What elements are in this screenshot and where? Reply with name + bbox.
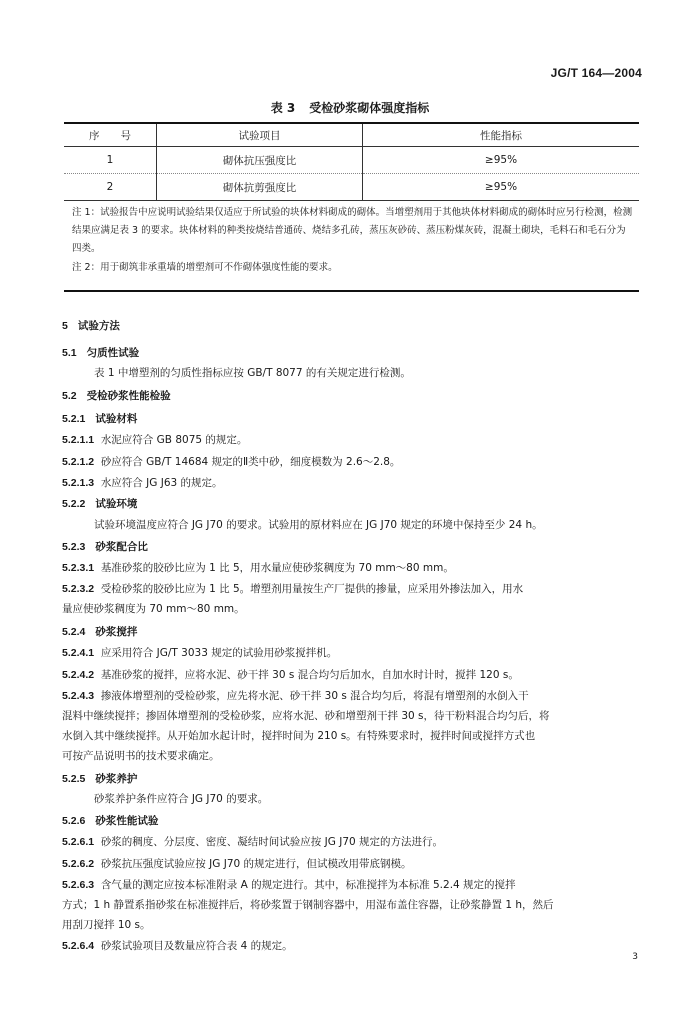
table-row: [64, 147, 639, 174]
section-5-2-1-heading: 5.2.1 试验材料: [62, 413, 138, 425]
note-1: 注 1：试验报告中应说明试验结果仅适应于所试验的块体材料砌成的砌体。当增塑剂用于其他块体材料砌成的砌体时应另行检测，检测结果应满足表 3 的要求。块体材料的种类按烧结普通砖、烧结多孔砖，蒸压灰砂砖、蒸压粉煤灰砖，混凝土砌块，毛料石和毛石分为四类。: [72, 207, 633, 254]
page-number: 3: [632, 952, 638, 962]
section-5-2-1-2: 5.2.1.2 砂应符合 GB/T 14684 规定的Ⅱ类中砂，细度模数为 2.6～2.8。: [62, 456, 401, 468]
table-header-row: [64, 123, 639, 147]
section-5-2-3-1: 5.2.3.1 基准砂浆的胶砂比应为 1 比 5，用水量应使砂浆稠度为 70 mm～80 mm。: [62, 562, 454, 574]
table-notes: [64, 200, 639, 292]
section-5-2-3-heading: 5.2.3 砂浆配合比: [62, 541, 148, 553]
section-5-2-6-4: 5.2.6.4 砂浆试验项目及数量应符合表 4 的规定。: [62, 940, 293, 952]
header-seq: 序 号: [64, 123, 157, 147]
section-5-2-2-heading: 5.2.2 试验环境: [62, 498, 138, 510]
cell-seq: 1: [64, 147, 157, 174]
section-5-2-6-heading: 5.2.6 砂浆性能试验: [62, 815, 159, 827]
standard-code: JG/T 164—2004: [550, 66, 642, 80]
section-5-2-6-3-cont-1: 方式；1 h 静置系指砂浆在标准搅拌后，将砂浆置于钢制容器中，用湿布盖住容器，让砂浆静置 1 h，然后: [62, 899, 554, 911]
header-req: 性能指标: [363, 123, 640, 147]
section-5-2-2-text: 试验环境温度应符合 JG J70 的要求。试验用的原材料应在 JG J70 规定的环境中保持至少 24 h。: [94, 519, 543, 531]
section-5-2-1-3: 5.2.1.3 水应符合 JG J63 的规定。: [62, 477, 223, 489]
section-5-2-4-3-cont-3: 可按产品说明书的技术要求确定。: [62, 750, 220, 762]
cell-item: 砌体抗压强度比: [157, 147, 363, 174]
header-item: 试验项目: [157, 123, 363, 147]
section-5-2-5-text: 砂浆养护条件应符合 JG J70 的要求。: [94, 793, 269, 805]
table-label: 表 3: [270, 101, 296, 115]
section-5-2-1-1: 5.2.1.1 水泥应符合 GB 8075 的规定。: [62, 434, 248, 446]
section-5-2-4-3-cont-1: 混料中继续搅拌；掺固体增塑剂的受检砂浆，应将水泥、砂和增塑剂干拌 30 s，待干粉料混合均匀后，将: [62, 710, 550, 722]
cell-req: ≥95%: [363, 174, 640, 201]
section-5-2-4-3: 5.2.4.3 掺液体增塑剂的受检砂浆，应先将水泥、砂干拌 30 s 混合均匀后，将混有增塑剂的水倒入干: [62, 690, 529, 702]
table-row: [64, 174, 639, 201]
note-2: 注 2：用于砌筑非承重墙的增塑剂可不作砌体强度性能的要求。: [72, 262, 338, 273]
table-title: [0, 99, 700, 116]
table-title-text: 受检砂浆砌体强度指标: [309, 101, 430, 115]
section-5-1-text: 表 1 中增塑剂的匀质性指标应按 GB/T 8077 的有关规定进行检测。: [94, 367, 411, 379]
section-5-2-6-1: 5.2.6.1 砂浆的稠度、分层度、密度、凝结时间试验应按 JG J70 规定的方法进行。: [62, 836, 444, 848]
section-5-2-4-2: 5.2.4.2 基准砂浆的搅拌，应将水泥、砂干拌 30 s 混合均匀后加水，自加水时计时，搅拌 120 s。: [62, 669, 519, 681]
cell-item: 砌体抗剪强度比: [157, 174, 363, 201]
section-5-2-5-heading: 5.2.5 砂浆养护: [62, 773, 138, 785]
section-5-2-6-3: 5.2.6.3 含气量的测定应按本标准附录 A 的规定进行。其中，标准搅拌为本标准 5.2.4 规定的搅拌: [62, 879, 516, 891]
section-5-2-3-2-cont: 量应使砂浆稠度为 70 mm～80 mm。: [62, 603, 245, 615]
section-5-2-3-2: 5.2.3.2 受检砂浆的胶砂比应为 1 比 5。增塑剂用量按生产厂提供的掺量，应采用外掺法加入，用水: [62, 583, 524, 595]
section-5-2-4-1: 5.2.4.1 应采用符合 JG/T 3033 规定的试验用砂浆搅拌机。: [62, 647, 338, 659]
section-5-2-6-3-cont-2: 用刮刀搅拌 10 s。: [62, 919, 151, 931]
section-5-heading: 5 试验方法: [62, 320, 120, 332]
section-5-2-4-heading: 5.2.4 砂浆搅拌: [62, 626, 138, 638]
section-5-1-heading: 5.1 匀质性试验: [62, 347, 140, 359]
cell-req: ≥95%: [363, 147, 640, 174]
section-5-2-4-3-cont-2: 水倒入其中继续搅拌。从开始加水起计时，搅拌时间为 210 s。有特殊要求时，搅拌时间或搅拌方式也: [62, 730, 536, 742]
section-5-2-6-2: 5.2.6.2 砂浆抗压强度试验应按 JG J70 的规定进行，但试模改用带底钢模。: [62, 858, 412, 870]
section-5-2-heading: 5.2 受检砂浆性能检验: [62, 390, 171, 402]
strength-table: [64, 122, 639, 201]
cell-seq: 2: [64, 174, 157, 201]
